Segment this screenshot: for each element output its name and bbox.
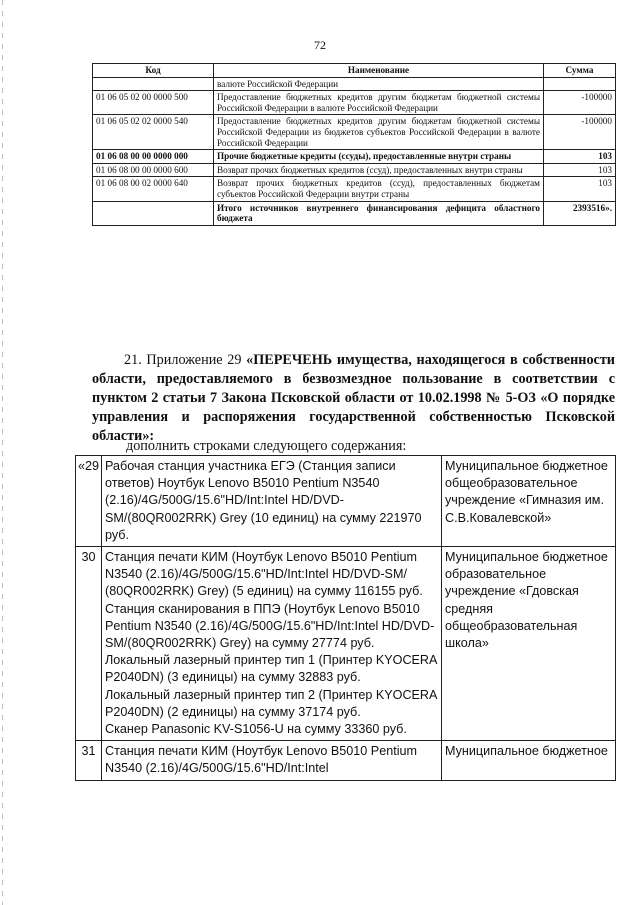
table-row <box>76 547 616 741</box>
property-table <box>75 455 616 781</box>
row-code: 01 06 05 02 00 0000 500 <box>93 91 214 115</box>
row-code: 01 06 08 00 00 0000 000 <box>93 150 214 164</box>
table-row <box>76 456 616 547</box>
row-recipient: Муниципальное бюджетное образовательное учреждение «Гдовская средняя общеобразовательная школа» <box>442 547 616 741</box>
row-sum: 2393516». <box>544 201 616 225</box>
budget-sources-table <box>92 63 616 226</box>
table-row <box>76 741 616 780</box>
property-item: Локальный лазерный принтер тип 2 (Принтер KYOCERA P2040DN) (2 единицы) на сумму 37174 руб. <box>105 687 437 719</box>
property-item: Рабочая станция участника ЕГЭ (Станция записи ответов) Ноутбук Lenovo B5010 Pentium N3540 (2.16)/4G/500G/15.6"HD/Int:Intel HD/DVD-SM/(80QR002RRK) Grey (10 единиц) на сумму 221970 руб. <box>105 459 422 542</box>
table-row <box>93 150 616 164</box>
row-name: Предоставление бюджетных кредитов другим бюджетам бюджетной системы Российской Федерации из бюджетов субъектов Российской Федерации в валюте Российской Федерации <box>214 115 544 150</box>
page-number: 72 <box>314 38 326 52</box>
row-property <box>102 456 442 547</box>
row-recipient: Муниципальное бюджетное <box>442 741 616 780</box>
table-row <box>93 177 616 201</box>
row-name: Предоставление бюджетных кредитов другим бюджетам бюджетной системы Российской Федерации в валюте Российской Федерации <box>214 91 544 115</box>
table-row <box>93 77 616 91</box>
paragraph-intro: 21. Приложение 29 <box>124 352 247 368</box>
row-code: 01 06 08 00 00 0000 600 <box>93 163 214 177</box>
table-row <box>93 91 616 115</box>
header-code: Код <box>93 64 214 78</box>
row-name: Итого источников внутреннего финансирования дефицита областного бюджета <box>214 201 544 225</box>
row-name: Возврат прочих бюджетных кредитов (ссуд), предоставленных внутри страны <box>214 163 544 177</box>
property-item: Станция сканирования в ППЭ (Ноутбук Lenovo B5010 Pentium N3540 (2.16)/4G/500G/15.6"HD/Int:Intel HD/DVD-SM/(80QR002RRK) Grey) на сумму 27774 руб. <box>105 601 435 651</box>
row-name: Возврат прочих бюджетных кредитов (ссуд), предоставленных бюджетам субъектов Российской Федерации внутри страны <box>214 177 544 201</box>
row-sum: -100000 <box>544 91 616 115</box>
row-sum: 103 <box>544 150 616 164</box>
row-code <box>93 201 214 225</box>
header-sum: Сумма <box>544 64 616 78</box>
table-row <box>93 115 616 150</box>
row-name: Прочие бюджетные кредиты (ссуды), предоставленные внутри страны <box>214 150 544 164</box>
amendment-paragraph <box>92 351 615 446</box>
property-item: Локальный лазерный принтер тип 1 (Принтер KYOCERA P2040DN) (3 единицы) на сумму 32883 руб. <box>105 653 437 685</box>
row-name: валюте Российской Федерации <box>214 77 544 91</box>
row-code: 01 06 08 00 02 0000 640 <box>93 177 214 201</box>
paragraph-bold-title: «ПЕРЕЧЕНЬ имущества, находящегося в собственности области, предоставляемого в безвозмездное пользование в соответствии с пунктом 2 статьи 7 Закона Псковской области от 10.02.1998 № 5-ОЗ «О порядке управления и распоряжения государственной собственностью Псковской области»: <box>92 352 615 444</box>
header-name: Наименование <box>214 64 544 78</box>
scan-edge <box>2 0 3 905</box>
row-number: 31 <box>76 741 102 780</box>
row-sum: 103 <box>544 163 616 177</box>
table-header-row <box>93 64 616 78</box>
row-property <box>102 741 442 780</box>
row-sum: -100000 <box>544 115 616 150</box>
row-property <box>102 547 442 741</box>
row-code <box>93 77 214 91</box>
table-row <box>93 163 616 177</box>
supplement-line: дополнить строками следующего содержания: <box>126 438 407 454</box>
property-item: Станция печати КИМ (Ноутбук Lenovo B5010 Pentium N3540 (2.16)/4G/500G/15.6"HD/Int:Intel HD/DVD-SM/ (80QR002RRK) Grey) (5 единиц) на сумму 116155 руб. <box>105 550 423 599</box>
row-sum <box>544 77 616 91</box>
row-sum: 103 <box>544 177 616 201</box>
property-item: Станция печати КИМ (Ноутбук Lenovo B5010 Pentium N3540 (2.16)/4G/500G/15.6"HD/Int:Intel <box>105 744 418 776</box>
table-total-row <box>93 201 616 225</box>
property-item: Сканер Panasonic KV-S1056-U на сумму 33360 руб. <box>105 722 407 737</box>
row-number: 30 <box>76 547 102 741</box>
row-number: «29 <box>76 456 102 547</box>
row-recipient: Муниципальное бюджетное общеобразовательное учреждение «Гимназия им. С.В.Ковалевской» <box>442 456 616 547</box>
row-code: 01 06 05 02 02 0000 540 <box>93 115 214 150</box>
